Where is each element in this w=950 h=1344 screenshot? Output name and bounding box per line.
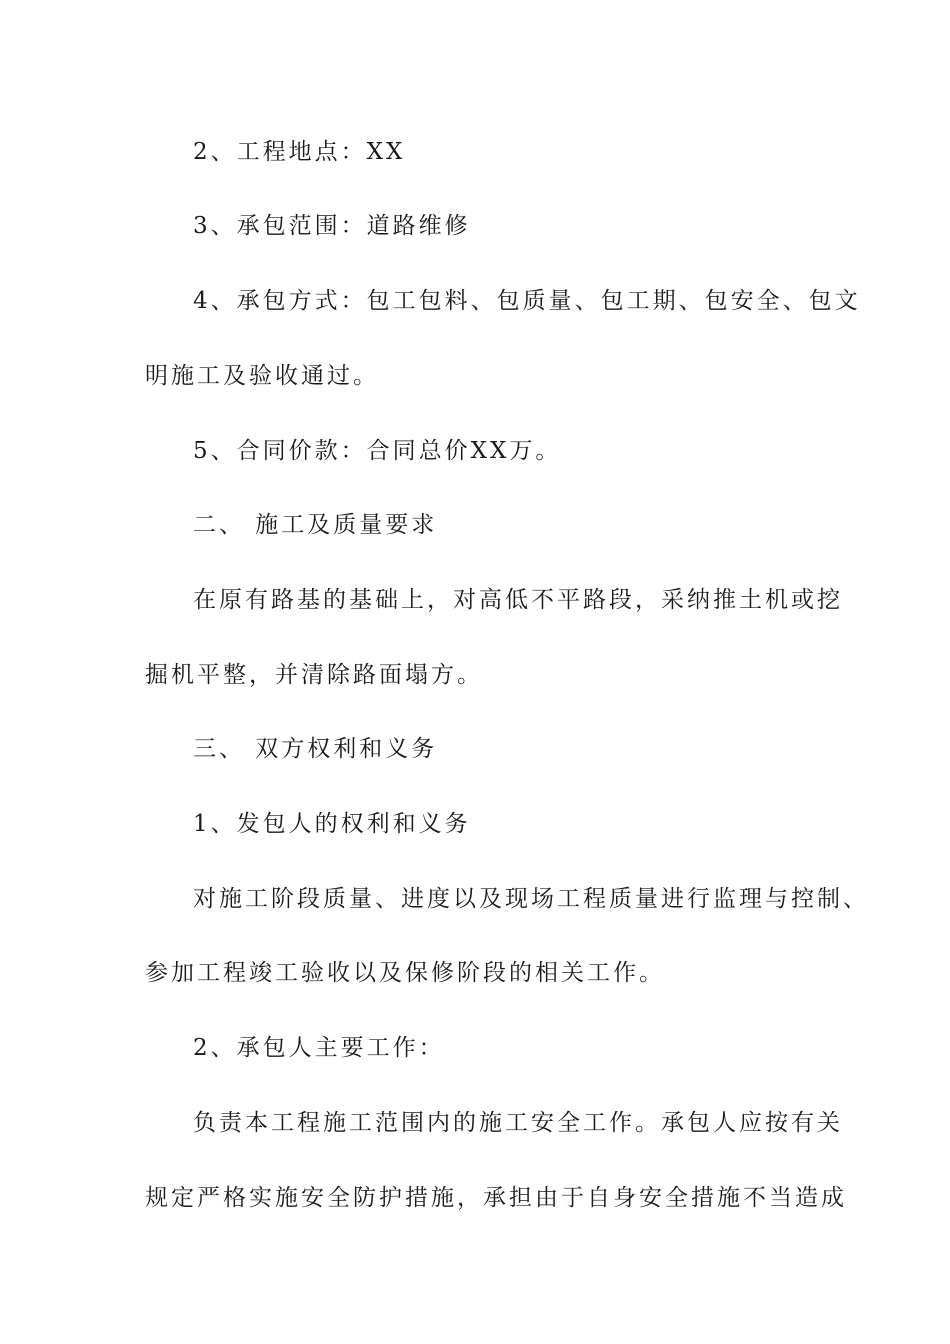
item-contract-method: 4、承包方式：包工包料、包质量、包工期、包安全、包文 xyxy=(193,288,861,314)
item-contract-price: 5、合同价款：合同总价XX万。 xyxy=(193,438,562,464)
subheading-employer: 1、发包人的权利和义务 xyxy=(193,811,471,837)
paragraph-quality-cont: 掘机平整，并清除路面塌方。 xyxy=(145,662,483,688)
section-heading-rights: 三、 双方权利和义务 xyxy=(193,736,438,762)
item-contract-scope: 3、承包范围：道路维修 xyxy=(193,213,471,239)
paragraph-employer: 对施工阶段质量、进度以及现场工程质量进行监理与控制、 xyxy=(193,886,869,912)
paragraph-quality: 在原有路基的基础上，对高低不平路段，采纳推土机或挖 xyxy=(193,587,843,613)
paragraph-employer-cont: 参加工程竣工验收以及保修阶段的相关工作。 xyxy=(145,960,665,986)
subheading-contractor: 2、承包人主要工作： xyxy=(193,1035,445,1061)
paragraph-contractor: 负责本工程施工范围内的施工安全工作。承包人应按有关 xyxy=(193,1110,843,1136)
item-contract-method-cont: 明施工及验收通过。 xyxy=(145,363,379,389)
paragraph-contractor-cont: 规定严格实施安全防护措施，承担由于自身安全措施不当造成 xyxy=(145,1185,847,1211)
item-project-location: 2、工程地点：XX xyxy=(193,139,406,165)
section-heading-quality: 二、 施工及质量要求 xyxy=(193,512,438,538)
